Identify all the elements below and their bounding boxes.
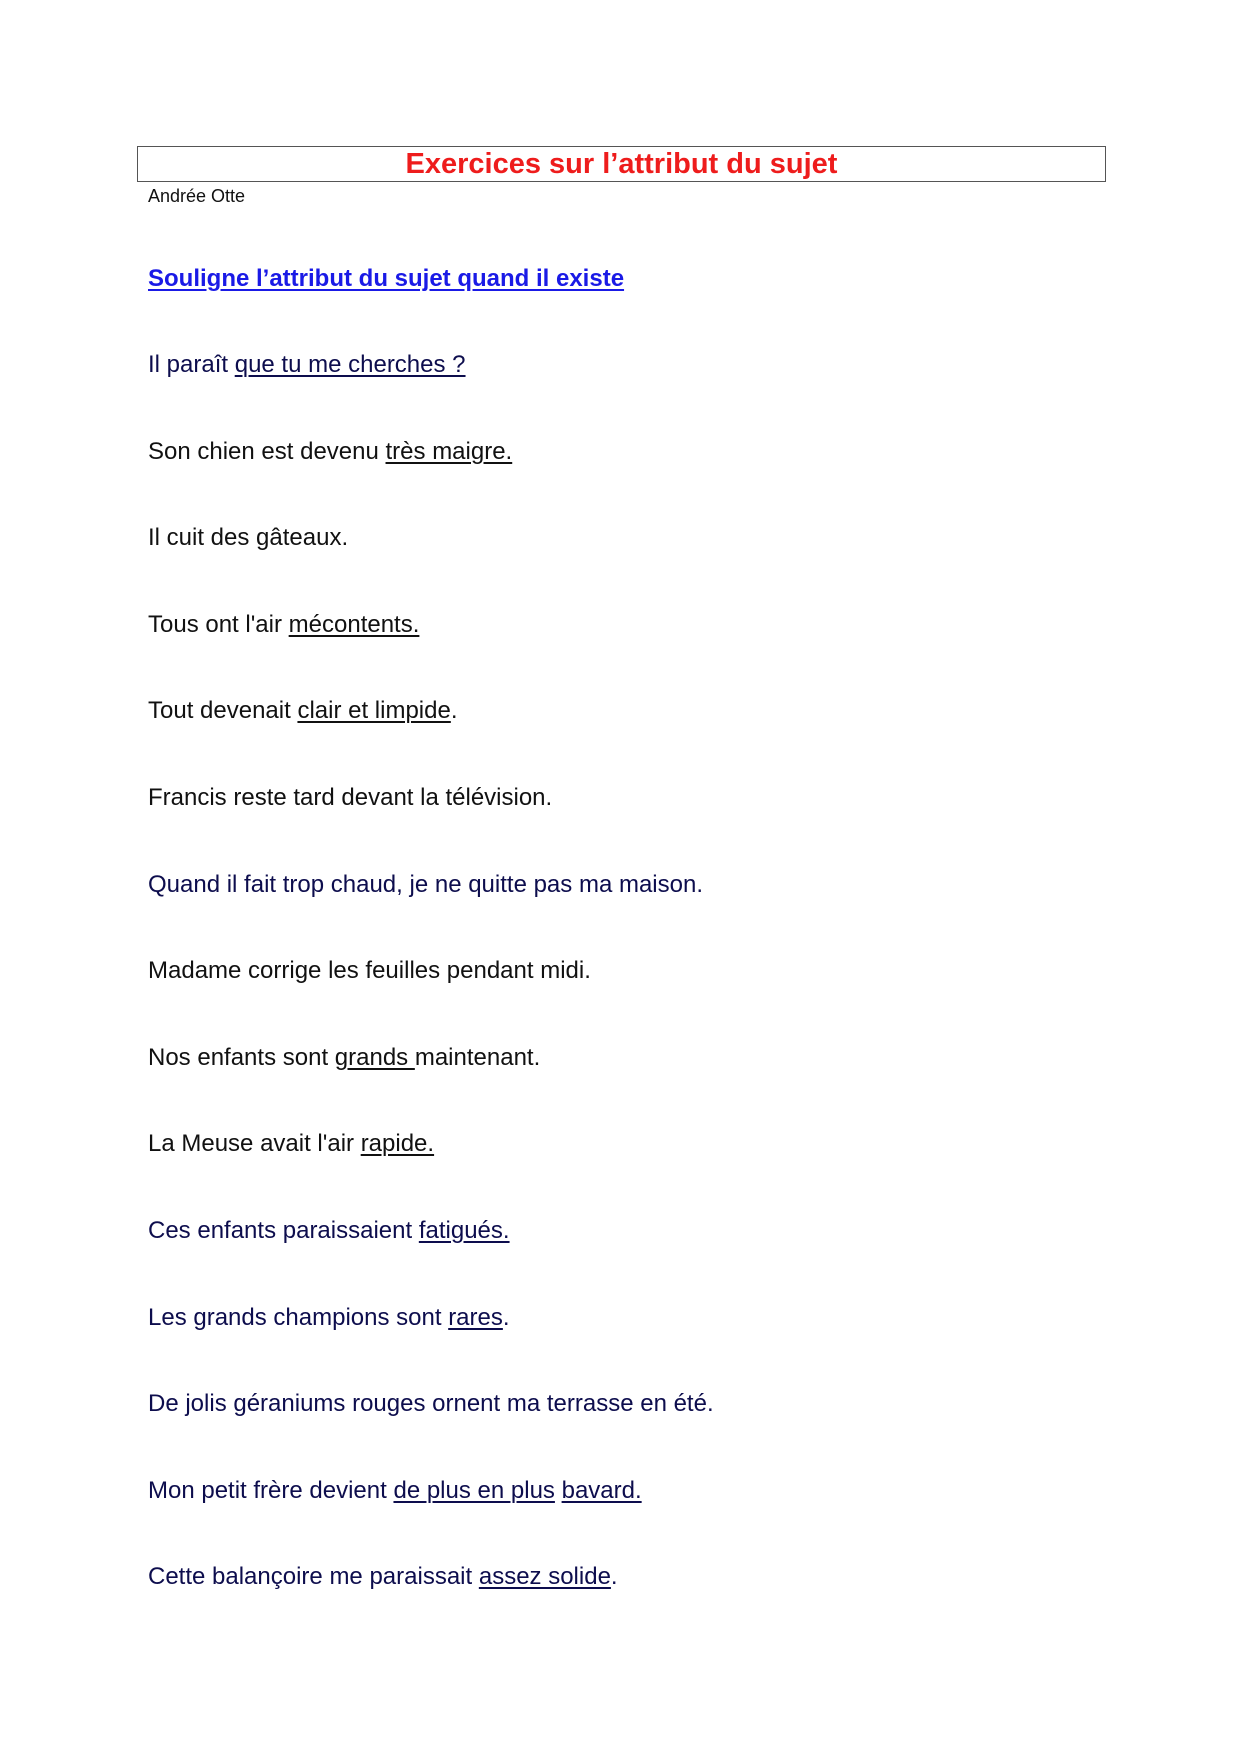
exercise-sentence xyxy=(148,350,714,437)
sentence-text: Il cuit des gâteaux. xyxy=(148,524,349,552)
exercise-sentence xyxy=(148,1216,714,1303)
exercise-sentence xyxy=(148,1389,714,1476)
underlined-attribute: fatigués. xyxy=(418,1216,510,1244)
sentence-text: Nos enfants sont xyxy=(148,1043,335,1071)
exercise-sentence xyxy=(148,437,714,524)
exercise-sentence xyxy=(148,783,714,870)
sentence-text: Son chien est devenu xyxy=(148,437,386,465)
underlined-attribute: que tu me cherches ? xyxy=(234,351,466,378)
exercise-sentence xyxy=(148,870,714,957)
sentence-text: . xyxy=(450,697,458,725)
sentence-text: Francis reste tard devant la télévision. xyxy=(148,783,553,811)
sentence-text: Mon petit frère devient xyxy=(148,1476,394,1504)
underlined-attribute: bavard. xyxy=(561,1476,642,1504)
exercise-instruction: Souligne l’attribut du sujet quand il existe xyxy=(148,265,625,292)
author-name: Andrée Otte xyxy=(148,186,246,206)
sentence-text: De jolis géraniums rouges ornent ma terrasse en été. xyxy=(148,1390,714,1418)
sentence-text: . xyxy=(610,1563,618,1591)
sentence-text: Tous ont l'air xyxy=(148,610,289,638)
exercise-sentence xyxy=(148,956,714,1043)
sentence-text: Les grands champions sont xyxy=(148,1303,449,1331)
sentence-list xyxy=(148,350,714,1649)
exercise-sentence xyxy=(148,1303,714,1390)
underlined-attribute: grands xyxy=(334,1043,415,1071)
sentence-text: Ces enfants paraissaient xyxy=(148,1216,419,1244)
sentence-text: Il paraît xyxy=(148,351,235,378)
exercise-sentence xyxy=(148,1129,714,1216)
sentence-text: . xyxy=(502,1303,510,1331)
exercise-sentence xyxy=(148,610,714,697)
sentence-text: Quand il fait trop chaud, je ne quitte pas ma maison. xyxy=(148,870,703,898)
sentence-text: maintenant. xyxy=(414,1043,541,1071)
exercise-sentence xyxy=(148,1476,714,1563)
exercise-sentence xyxy=(148,1043,714,1130)
sentence-text xyxy=(555,1477,562,1504)
underlined-attribute: très maigre. xyxy=(385,437,513,465)
sentence-text: Madame corrige les feuilles pendant midi. xyxy=(148,957,591,985)
underlined-attribute: rares xyxy=(448,1303,503,1331)
underlined-attribute: clair et limpide xyxy=(297,697,451,725)
exercise-sentence xyxy=(148,1562,714,1649)
sentence-text: Tout devenait xyxy=(148,697,298,725)
underlined-attribute: rapide. xyxy=(360,1130,435,1158)
exercise-sentence xyxy=(148,523,714,610)
sentence-text: La Meuse avait l'air xyxy=(148,1130,361,1158)
page-title: Exercices sur l’attribut du sujet xyxy=(405,147,838,180)
sentence-text: Cette balançoire me paraissait xyxy=(148,1563,479,1591)
title-box xyxy=(137,146,1106,182)
underlined-attribute: mécontents. xyxy=(288,610,420,638)
underlined-attribute: de plus en plus xyxy=(393,1476,555,1504)
underlined-attribute: assez solide xyxy=(478,1563,611,1591)
exercise-sentence xyxy=(148,696,714,783)
